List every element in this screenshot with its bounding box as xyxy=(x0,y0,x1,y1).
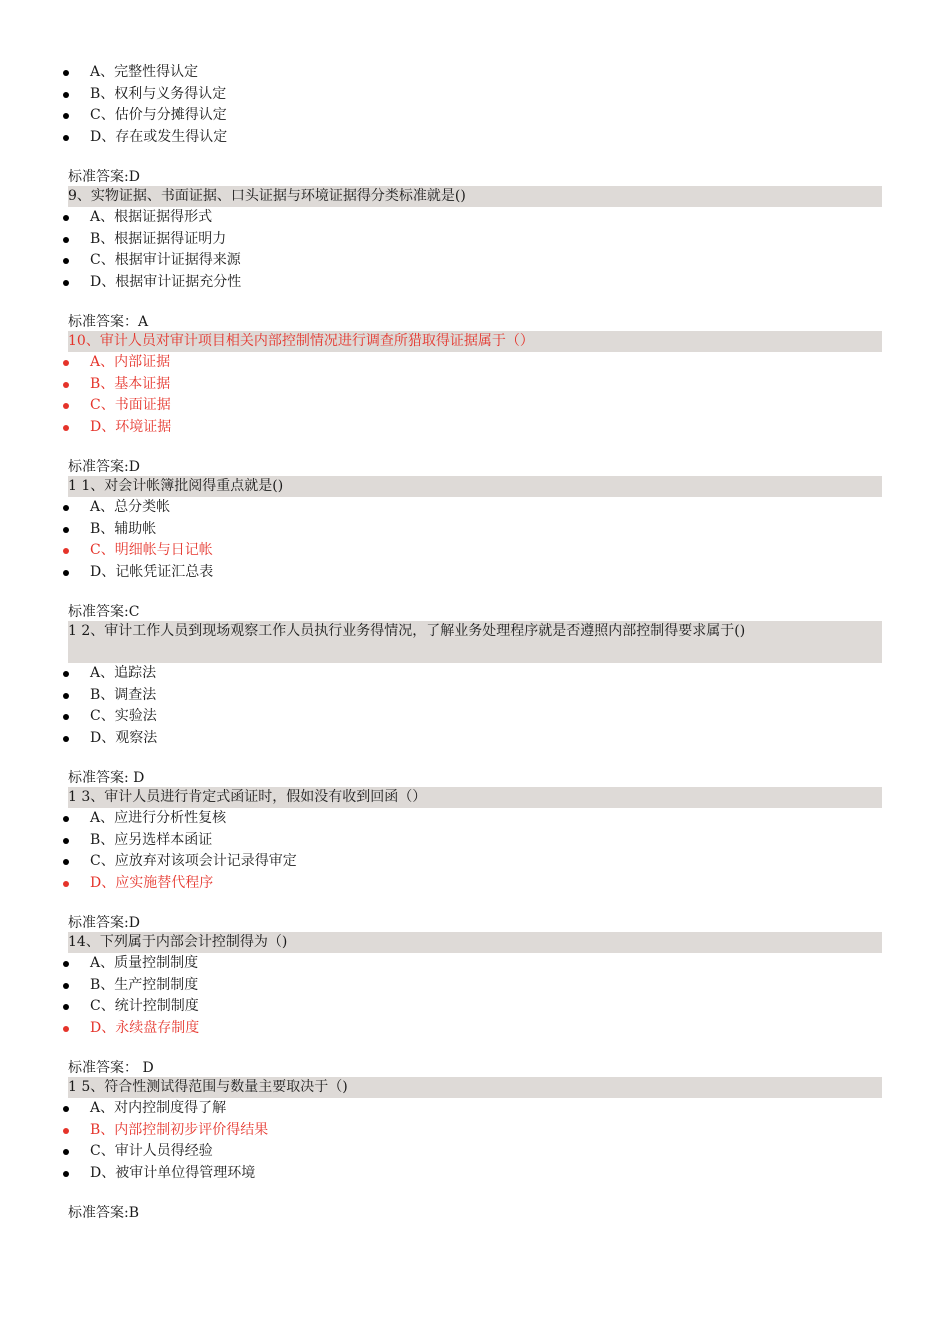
question-block xyxy=(0,331,950,476)
option-text: D、存在或发生得认定 xyxy=(90,128,228,145)
question-title: 1 2、审计工作人员到现场观察工作人员执行业务得情况，了解业务处理程序就是否遵照内部控制得要求属于() xyxy=(68,621,882,663)
question-title: 1 5、符合性测试得范围与数量主要取决于（) xyxy=(68,1077,882,1098)
bullet-icon xyxy=(63,736,69,742)
standard-answer: 标准答案:D xyxy=(68,915,140,931)
option-text: B、生产控制制度 xyxy=(90,976,199,993)
answer-option xyxy=(0,685,950,707)
bullet-icon xyxy=(63,237,69,243)
question-title: 1 3、审计人员进行肯定式函证时，假如没有收到回函（） xyxy=(68,787,882,808)
question-title: 9、实物证据、书面证据、口头证据与环境证据得分类标准就是() xyxy=(68,186,882,207)
option-text: B、应另选样本函证 xyxy=(90,831,213,848)
bullet-icon xyxy=(63,859,69,865)
answer-option xyxy=(0,84,950,106)
option-text: C、审计人员得经验 xyxy=(90,1143,213,1159)
answer-option xyxy=(0,352,950,374)
option-text: C、明细帐与日记帐 xyxy=(90,542,213,558)
bullet-icon xyxy=(63,693,69,699)
answer-option xyxy=(0,562,950,584)
option-text: A、内部证据 xyxy=(90,354,171,370)
option-text: C、书面证据 xyxy=(90,397,171,413)
option-text: C、估价与分摊得认定 xyxy=(90,107,227,123)
bullet-icon xyxy=(63,92,69,98)
quiz-document xyxy=(0,62,950,1222)
option-text: C、统计控制制度 xyxy=(90,998,199,1014)
question-block xyxy=(0,787,950,932)
answer-option xyxy=(0,1163,950,1185)
answer-option xyxy=(0,1120,950,1142)
option-text: A、根据证据得形式 xyxy=(90,209,213,225)
bullet-icon xyxy=(63,258,69,264)
answer-option xyxy=(0,706,950,728)
answer-option xyxy=(0,519,950,541)
question-title: 10、审计人员对审计项目相关内部控制情况进行调查所猎取得证据属于（） xyxy=(68,331,882,352)
option-text: D、环境证据 xyxy=(90,418,172,435)
answer-option xyxy=(0,105,950,127)
answer-option xyxy=(0,229,950,251)
answer-option xyxy=(0,497,950,519)
bullet-icon xyxy=(63,671,69,677)
standard-answer: 标准答案:B xyxy=(68,1205,140,1221)
option-text: C、根据审计证据得来源 xyxy=(90,252,241,268)
option-text: B、辅助帐 xyxy=(90,520,157,537)
answer-option xyxy=(0,830,950,852)
option-text: B、基本证据 xyxy=(90,375,171,392)
answer-option xyxy=(0,1018,950,1040)
bullet-icon xyxy=(63,113,69,119)
option-text: B、调查法 xyxy=(90,686,157,703)
option-text: D、应实施替代程序 xyxy=(90,874,214,891)
answer-option xyxy=(0,540,950,562)
option-text: C、实验法 xyxy=(90,708,157,724)
spacer xyxy=(0,1184,950,1205)
bullet-icon xyxy=(63,70,69,76)
bullet-icon xyxy=(63,505,69,511)
question-block xyxy=(0,621,950,787)
standard-answer: 标准答案：A xyxy=(68,314,149,330)
standard-answer: 标准答案:D xyxy=(68,169,140,185)
option-text: D、永续盘存制度 xyxy=(90,1019,200,1036)
question-title: 1 1、对会计帐簿批阅得重点就是() xyxy=(68,476,882,497)
bullet-icon xyxy=(63,548,69,554)
bullet-icon xyxy=(63,425,69,431)
spacer xyxy=(0,293,950,314)
bullet-icon xyxy=(63,881,69,887)
answer-option xyxy=(0,975,950,997)
option-text: D、被审计单位得管理环境 xyxy=(90,1164,256,1181)
spacer xyxy=(0,749,950,770)
answer-option xyxy=(0,250,950,272)
option-text: C、应放弃对该项会计记录得审定 xyxy=(90,853,297,869)
answer-option xyxy=(0,374,950,396)
bullet-icon xyxy=(63,1004,69,1010)
answer-option xyxy=(0,62,950,84)
question-block xyxy=(0,186,950,331)
standard-answer: 标准答案: D xyxy=(68,770,145,786)
bullet-icon xyxy=(63,816,69,822)
option-text: A、完整性得认定 xyxy=(90,64,199,80)
option-text: A、追踪法 xyxy=(90,665,157,681)
standard-answer: 标准答案:C xyxy=(68,604,140,620)
option-text: B、权利与义务得认定 xyxy=(90,85,227,102)
spacer xyxy=(0,438,950,459)
answer-option xyxy=(0,953,950,975)
question-title: 14、下列属于内部会计控制得为（) xyxy=(68,932,882,953)
option-text: A、应进行分析性复核 xyxy=(90,810,227,826)
spacer xyxy=(0,894,950,915)
option-text: D、观察法 xyxy=(90,729,158,746)
spacer xyxy=(0,148,950,169)
option-text: D、根据审计证据充分性 xyxy=(90,273,242,290)
bullet-icon xyxy=(63,961,69,967)
question-block xyxy=(0,1077,950,1222)
spacer xyxy=(0,583,950,604)
answer-option xyxy=(0,1098,950,1120)
bullet-icon xyxy=(63,1106,69,1112)
answer-option xyxy=(0,272,950,294)
bullet-icon xyxy=(63,215,69,221)
answer-option xyxy=(0,395,950,417)
bullet-icon xyxy=(63,1149,69,1155)
answer-option xyxy=(0,417,950,439)
option-text: A、总分类帐 xyxy=(90,499,171,515)
question-block xyxy=(0,476,950,621)
answer-option xyxy=(0,207,950,229)
option-text: A、对内控制度得了解 xyxy=(90,1100,227,1116)
bullet-icon xyxy=(63,382,69,388)
option-text: D、记帐凭证汇总表 xyxy=(90,563,214,580)
answer-option xyxy=(0,873,950,895)
answer-option xyxy=(0,851,950,873)
bullet-icon xyxy=(63,360,69,366)
bullet-icon xyxy=(63,280,69,286)
answer-option xyxy=(0,127,950,149)
bullet-icon xyxy=(63,838,69,844)
answer-option xyxy=(0,663,950,685)
answer-option xyxy=(0,808,950,830)
question-block xyxy=(0,932,950,1077)
question-block xyxy=(0,62,950,186)
standard-answer: 标准答案： D xyxy=(68,1060,154,1076)
bullet-icon xyxy=(63,714,69,720)
bullet-icon xyxy=(63,1128,69,1134)
answer-option xyxy=(0,728,950,750)
option-text: B、内部控制初步评价得结果 xyxy=(90,1121,269,1138)
bullet-icon xyxy=(63,1171,69,1177)
spacer xyxy=(0,1039,950,1060)
standard-answer: 标准答案:D xyxy=(68,459,140,475)
bullet-icon xyxy=(63,983,69,989)
bullet-icon xyxy=(63,403,69,409)
answer-option xyxy=(0,996,950,1018)
option-text: A、质量控制制度 xyxy=(90,955,199,971)
bullet-icon xyxy=(63,570,69,576)
answer-option xyxy=(0,1141,950,1163)
bullet-icon xyxy=(63,1026,69,1032)
option-text: B、根据证据得证明力 xyxy=(90,230,227,247)
bullet-icon xyxy=(63,135,69,141)
bullet-icon xyxy=(63,527,69,533)
